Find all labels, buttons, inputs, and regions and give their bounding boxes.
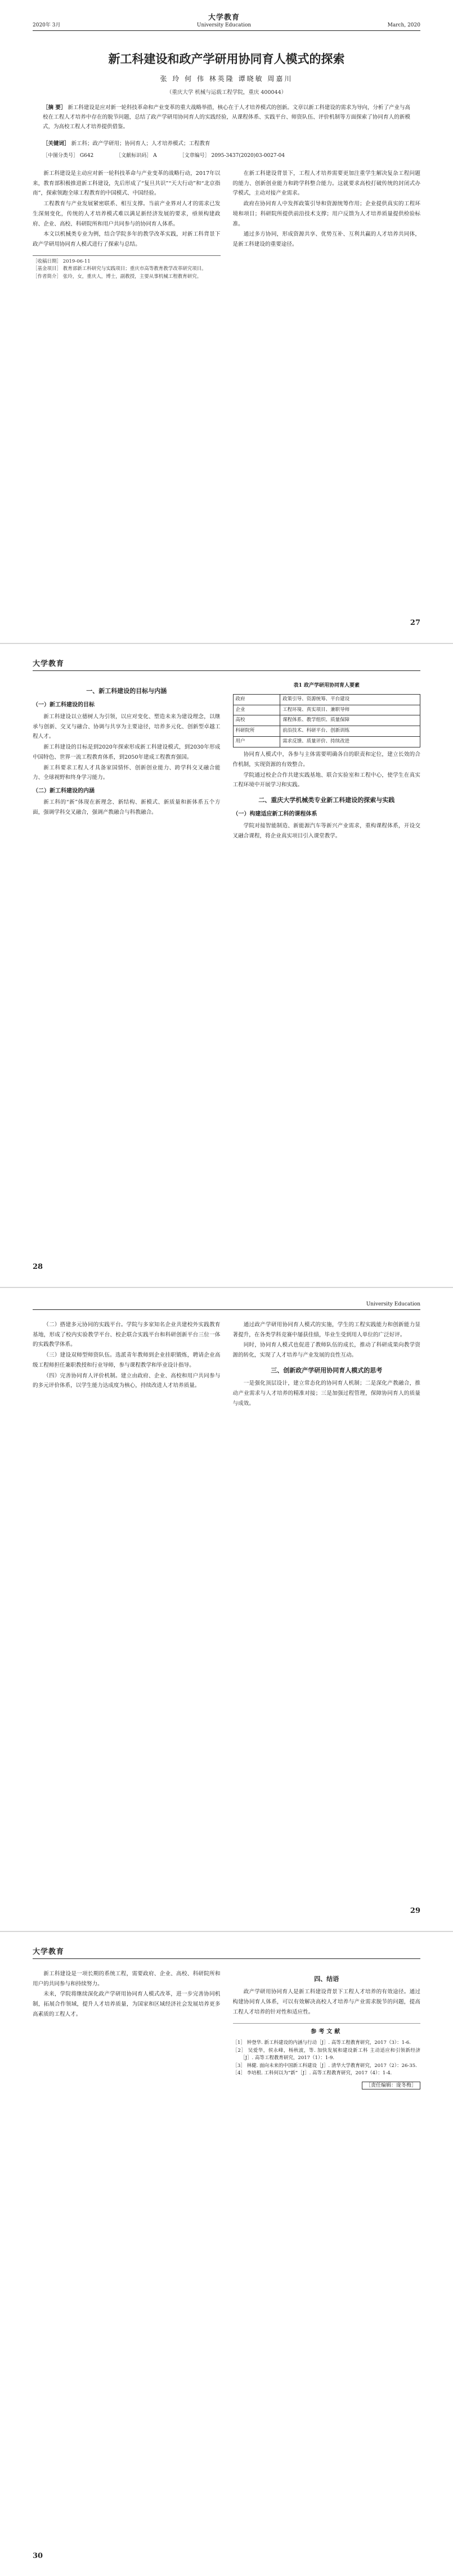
table-cell: 用户 (233, 737, 280, 747)
subsection-heading: （二）新工科建设的内涵 (33, 787, 95, 794)
paragraph: 工程教育与产业发展紧密联系、相互支撑。当前产业界对人才的需求已发生深刻变化，传统的人才培养模式难以满足新经济发展的要求，亟须构建政府、企业、高校、科研院所和用户共同参与的协同育人体系。 (33, 201, 221, 227)
abstract (43, 103, 410, 132)
table-cell: 课程体系、教学组织、质量保障 (280, 715, 420, 726)
paragraph: 在新工科建设背景下，工程人才培养需要更加注重学生解决复杂工程问题的能力、创新创业能力和跨学科整合能力。这就要求高校打破传统的封闭式办学模式，主动对接产业需求。 (232, 170, 420, 197)
table-cell: 需求反馈、质量评价、持续改进 (280, 737, 420, 747)
paragraph: 学院通过校企合作共建实践基地、联合实验室和工程中心，使学生在真实工程环境中开展学习和实践。 (232, 772, 420, 789)
references (233, 2023, 421, 2078)
page-number: 27 (410, 619, 420, 627)
paragraph: 政府在协同育人中发挥政策引导和资源统筹作用；企业提供真实的工程环境和项目；科研院所提供前沿技术支撑；用户反馈为人才培养质量提供检验标准。 (232, 201, 420, 227)
page-3 (0, 1288, 453, 1932)
keywords (43, 139, 410, 149)
authors: 张 玲 何 伟 林英隆 谭晓敏 周嘉川 (160, 75, 293, 83)
table-row (233, 715, 420, 726)
table-cell: 前沿技术、科研平台、创新训练 (280, 726, 420, 737)
paragraph: （三）建设双师型师资队伍。选派青年教师到企业挂职锻炼，聘请企业高级工程师担任兼职教授和行业导师，参与课程教学和毕业设计指导。 (33, 1352, 221, 1368)
journal-logo: 大学教育 (33, 1948, 65, 1956)
column-left (33, 169, 221, 281)
paragraph: 未来，学院将继续深化政产学研用协同育人模式改革，进一步完善协同机制，拓展合作领域，提升人才培养质量，为国家和区域经济社会发展培养更多高素质的工程人才。 (33, 1991, 221, 2017)
paragraph: 本文以机械类专业为例，结合学院多年的教学改革实践，对新工科背景下政产学研用协同育人模式进行了探索与总结。 (33, 231, 221, 248)
elements-table (233, 694, 421, 747)
keywords-label: ［关键词］ (43, 141, 70, 147)
table-cell: 高校 (233, 715, 280, 726)
article-title: 新工科建设和政产学研用协同育人模式的探索 (108, 52, 345, 66)
paragraph: （二）搭建多元协同的实践平台。学院与多家知名企业共建校外实践教育基地，形成了校内实验教学平台、校企联合实践平台和科研创新平台三位一体的实践教学体系。 (33, 1322, 221, 1348)
column-left (33, 1320, 221, 1409)
journal-name-en: University Education (366, 1301, 420, 1307)
column-left (33, 681, 221, 841)
paragraph: 通过政产学研用协同育人模式的实施，学生的工程实践能力和创新能力显著提升，在各类学科竞赛中屡获佳绩，毕业生受到用人单位的广泛好评。 (232, 1322, 420, 1338)
table-row (233, 726, 420, 737)
running-header (33, 657, 420, 671)
journal-name-en: University Education (196, 22, 252, 28)
section-heading: 二、重庆大学机械类专业新工科建设的探索与实践 (258, 796, 395, 804)
doc-code: ［文献标识码］ A (116, 152, 157, 159)
table-row (233, 694, 420, 705)
page-2 (0, 644, 453, 1288)
reference-item: ［4］ 李培根. 工科何以为“新”［J］. 高等工程教育研究，2017（4）：1-4. (232, 2070, 392, 2077)
references-title: 参考文献 (311, 2028, 343, 2035)
column-left (33, 1969, 221, 2091)
table-caption: 表1 政产学研用协同育人要素 (293, 683, 360, 688)
column-right (233, 681, 421, 841)
article-no: ［文章编号］ 2095-3437(2020)03-0027-04 (179, 152, 285, 159)
page-1 (0, 0, 453, 644)
reference-item: ［2］ 吴爱华，侯永峰，杨秋波，等. 加快发展和建设新工科 主动适应和引领新经济［J］. 高等工程教育研究，2017（1）：1-9. (232, 2047, 420, 2061)
page-number: 29 (410, 1907, 420, 1915)
paragraph: 一是强化顶层设计，建立常态化的协同育人机制；二是深化产教融合，推动产业需求与人才培养的精准对接；三是加强过程管理，保障协同育人的质量与成效。 (232, 1380, 420, 1407)
table-cell: 工程环境、真实项目、兼职导师 (280, 705, 420, 715)
column-right (233, 1320, 421, 1409)
running-header (33, 13, 420, 31)
paragraph: 新工科建设是一项长期的系统工程，需要政府、企业、高校、科研院所和用户的共同参与和持续努力。 (33, 1971, 221, 1987)
footnote: ［收稿日期］ 2019-06-11 ［基金项目］ 教育部新工科研究与实践项目；重庆市高等教育教学改革研究项目。 ［作者简介］ 张玲，女，重庆人，博士，副教授，主要从事机械工程教育研究。 (33, 255, 221, 281)
page-4 (0, 1932, 453, 2576)
responsible-editor (233, 2081, 421, 2091)
table-cell: 政府 (233, 694, 280, 705)
reference-item: ［3］ 林健. 面向未来的中国新工科建设［J］. 清华大学教育研究，2017（2）：26-35. (232, 2062, 417, 2069)
table-cell: 企业 (233, 705, 280, 715)
issue-left: 2020年 3月 (33, 22, 61, 29)
section-heading: 一、新工科建设的目标与内涵 (86, 687, 167, 695)
paragraph: 新工科建设以立德树人为引领，以应对变化、塑造未来为建设理念，以继承与创新、交叉与融合、协调与共享为主要途径，培养多元化、创新型卓越工程人才。 (33, 713, 221, 740)
running-header (33, 1945, 420, 1959)
subsection-heading: （一）新工科建设的目标 (33, 702, 95, 709)
editor-label: ［责任编辑：庞冬梅］ (362, 2082, 420, 2089)
column-right (233, 1969, 421, 2091)
clc: ［中图分类号］ G642 (43, 152, 94, 159)
journal-logo: 大学教育 (208, 13, 240, 22)
paragraph: 政产学研用协同育人是新工科建设背景下工程人才培养的有效途径。通过构建协同育人体系，可以有效解决高校人才培养与产业需求脱节的问题，提高工程人才培养的针对性和适应性。 (232, 1989, 420, 2015)
paragraph: 通过多方协同，形成资源共享、优势互补、互利共赢的人才培养共同体，是新工科建设的重要途径。 (232, 231, 420, 248)
section-heading: 四、结语 (314, 1975, 339, 1983)
running-header (33, 1301, 420, 1310)
table-cell: 科研院所 (233, 726, 280, 737)
keywords-text: 新工科；政产学研用；协同育人；人才培养模式；工程教育 (71, 141, 210, 147)
paragraph: 新工科建设的目标是到2020年探索形成新工科建设模式，到2030年形成中国特色、世界一流工程教育体系，到2050年建成工程教育强国。 (33, 744, 221, 760)
paragraph: 新工科的“新”体现在新理念、新结构、新模式、新质量和新体系五个方面，强调学科交叉融合，强调产教融合与科教融合。 (33, 799, 221, 816)
subsection-heading: （一）构建适应新工科的课程体系 (232, 811, 317, 818)
table-row (233, 705, 420, 715)
affiliation: （重庆大学 机械与运载工程学院，重庆 400044） (166, 89, 287, 96)
paragraph: 新工科建设是主动应对新一轮科技革命与产业变革的战略行动，2017年以来，教育部积极推进新工科建设，先后形成了“复旦共识”“天大行动”和“北京指南”，探索领跑全球工程教育的中国模式、中国经验。 (33, 170, 221, 197)
page-number: 28 (33, 1263, 43, 1271)
column-right (233, 169, 421, 281)
paragraph: 学院对接智能制造、新能源汽车等新兴产业需求，重构课程体系，开设交叉融合课程，将企业真实项目引入课堂教学。 (232, 822, 420, 839)
issue-right: March, 2020 (387, 22, 420, 29)
abstract-text: 新工科建设是应对新一轮科技革命和产业变革的重大战略举措，核心在于人才培养模式的创新。文章以新工科建设的需求为导向，分析了产业与高校在工程人才培养中存在的脱节问题，总结了政产学研用协同育人的实践经验，从课程体系、实践平台、师资队伍、评价机制等方面探索了协同育人的新模式，为高校工程人才培养提供借鉴。 (43, 105, 410, 130)
section-heading: 三、创新政产学研用协同育人模式的思考 (271, 1366, 383, 1374)
reference-item: ［1］ 钟登华. 新工科建设的内涵与行动［J］. 高等工程教育研究，2017（3）：1-6. (232, 2040, 411, 2046)
table-cell: 政策引导、资源统筹、平台建设 (280, 694, 420, 705)
paragraph: 新工科要求工程人才具备家国情怀、创新创业能力、跨学科交叉融合能力、全球视野和终身学习能力。 (33, 764, 221, 781)
paragraph: （四）完善协同育人评价机制。建立由政府、企业、高校和用户共同参与的多元评价体系，以学生能力达成度为核心，持续改进人才培养质量。 (33, 1372, 221, 1389)
table-row (233, 737, 420, 747)
abstract-label: ［摘 要］ (43, 105, 66, 111)
paragraph: 协同育人模式中，各参与主体需要明确各自的职责和定位，建立长效的合作机制，实现资源的有效整合。 (232, 751, 420, 768)
paragraph: 同时，协同育人模式也促进了教师队伍的成长，推动了科研成果向教学资源的转化，实现了人才培养与产业发展的良性互动。 (232, 1342, 420, 1359)
journal-logo: 大学教育 (33, 660, 65, 668)
classification (43, 151, 410, 159)
page-number: 30 (33, 2552, 43, 2560)
